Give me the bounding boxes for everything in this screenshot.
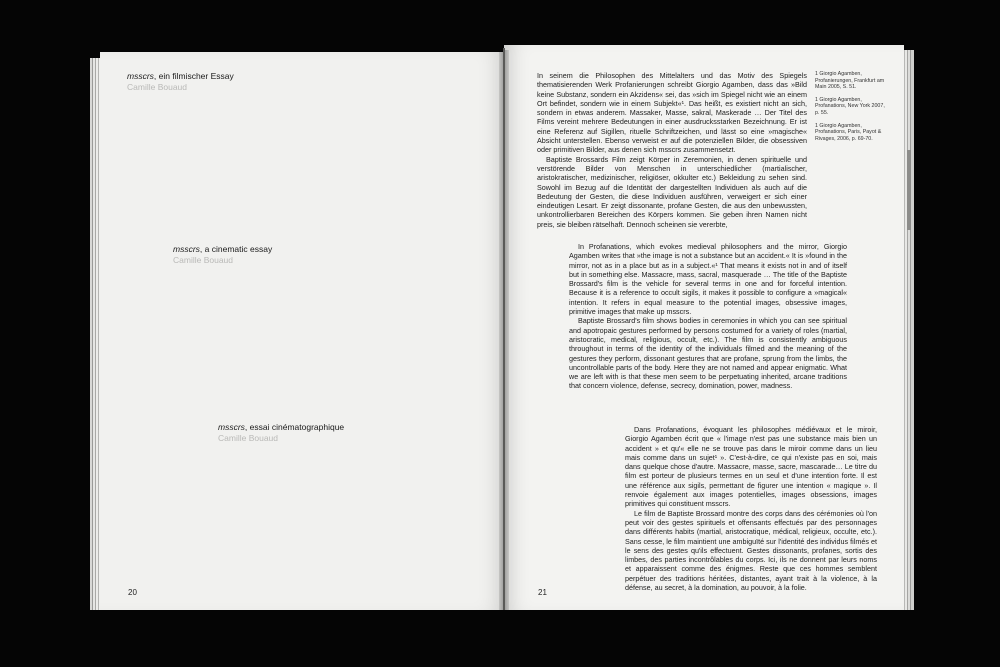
title-block-french (218, 422, 344, 444)
author-name: Camille Bouaud (218, 433, 279, 443)
title-block-english (173, 244, 272, 266)
footnote: 1 Giorgio Agamben, Profanations, Paris, Payot & Rivages, 2006, p. 69-70. (815, 122, 882, 142)
paragraph: Baptiste Brossards Film zeigt Körper in Zeremonien, in denen spirituelle und verstörende Bilder von Menschen in unterschiedlicher (martialischer, aristokratischer, medizinischer, religiöser, okkulter etc.) Bekleidung zu sehen sind. Sowohl im Bezug auf die Identität der dargestellten Individuen als auch auf die Bedeutung der Gesten, die diese Individuen ausführen, verweigert er sich einer eindeutigen Lesart. Er zeigt dissonante, profane Gesten, die aus den unbewussten, unkontrollierbaren Bereichen des Körpers kommen. Sie geben ihren Namen nicht preis, sie bleiben rätselhaft. Dennoch scheinen sie vererbte, (537, 154, 807, 229)
page-edge-marker (907, 150, 911, 230)
paragraph: Dans Profanations, évoquant les philosophes médiévaux et le miroir, Giorgio Agamben écrit que « l'image n'est pas une substance mais bien un accident » et qu'« elle ne se trouve pas dans le miroir comme dans un lieu mais comme dans un sujet¹ ». C'est-à-dire, ce qui n'existe pas en soi, mais dans quelque chose d'autre. Massacre, masse, sacre, mascarade… Le titre du film est porteur de plusieurs termes en un seul et d'une intention forte. Il est une référence aux sigils, permettant de figurer une intention « magique ». Il renvoie également aux images potentielles, images obsessions, images primitives qui constituent msscrs. (625, 425, 877, 509)
english-text-block (569, 242, 847, 391)
french-text-block (625, 425, 877, 592)
title-italic: msscrs (218, 422, 245, 432)
left-page (100, 52, 504, 610)
title-rest: , ein filmischer Essay (153, 71, 234, 81)
paragraph: Le film de Baptiste Brossard montre des corps dans des cérémonies où l'on peut voir des gestes spirituels et offensants effectués par des personnages dans différents habits (martial, aristocratique, médical, religieux, occulte, etc.). Sans cesse, le film maintient une ambiguïté sur l'identité des individus filmés et le sens des gestes qu'ils effectuent. Gestes dissonants, profanes, sortis des limbes, des parties incontrôlables du corps. Ici, ils ne donnent par leurs noms et apparaissent comme des énigmes. Reste que ces hommes semblent perpétuer des traditions héritées, distantes, ayant trait à la violence, à la défense, au secret, à la domination, au pouvoir, à la folie. (625, 508, 877, 593)
title-rest: , essai cinématographique (244, 422, 345, 432)
footnotes (815, 71, 885, 148)
title-rest: , a cinematic essay (199, 244, 273, 254)
author-name: Camille Bouaud (173, 255, 234, 265)
footnote: 1 Giorgio Agamben, Profanations, New York 2007, p. 55. (815, 96, 885, 116)
title-italic: msscrs (173, 244, 200, 254)
paragraph: Baptiste Brossard's film shows bodies in ceremonies in which you can see spiritual and apotropaic gestures performed by persons costumed for a variety of roles (martial, aristocratic, medical, religious, occult, etc.). The film is consistently ambiguous throughout in terms of the identity of the individuals filmed and the meaning of the gestures they perform, dissonant gestures that are profane, sprung from the limbs, the uncontrollable parts of the body. Here they are not named and appear enigmatic. What we are left with is that these men seem to be perpetuating inherited, arcane traditions that concern violence, defense, secrecy, domination, power, madness. (569, 316, 847, 391)
title-block-german (127, 71, 234, 93)
page-number-right: 21 (538, 588, 547, 597)
paragraph: In Profanations, which evokes medieval philosophers and the mirror, Giorgio Agamben writes that »the image is not a substance but an accident.« It is »found in the mirror, not as in a place but as in a subject.«¹ That means it exists not in and of itself but in something else. Massacre, mass, sacral, masquerade … The title of the Baptiste Brossard's film is the vehicle for several terms in one and for forceful intention. Because it is a reference to occult sigils, it makes it possible to configure a »magical« intention. It refers in equal measure to the potential images, obsessive images, primitive images that make up msscrs. (569, 242, 847, 317)
title-italic: msscrs (127, 71, 154, 81)
page-number-left: 20 (128, 588, 137, 597)
footnote: 1 Giorgio Agamben, Profanierungen, Frankfurt am Main 2005, S. 51. (815, 71, 885, 91)
german-text-block (537, 71, 807, 229)
author-name: Camille Bouaud (127, 82, 188, 92)
spine-line (503, 48, 505, 610)
paragraph: In seinem die Philosophen des Mittelalters und das Motiv des Spiegels thematisierenden Werk Profanierungen schreibt Giorgio Agamben, dass das »Bild keine Substanz, sondern ein Akzidens« sei, das »sich im Spiegel nicht wie an einem Ort befindet, sondern wie in einem Subjekt«¹. Das heißt, es existiert nicht an sich, sondern in etwas anderem. Massaker, Masse, sakral, Maskerade … Der Titel des Films vereint mehrere Bedeutungen in einer ausdrucksstarken Bezeichnung. Er ist eine Referenz auf Sigillen, rituelle Schriftzeichen, und lässt so eine »magische« Absicht unterstellen. Ebenso verweist er auf die potenziellen Bilder, die obsessiven oder primitiven Bilder, aus denen sich msscrs zusammensetzt. (537, 71, 807, 155)
